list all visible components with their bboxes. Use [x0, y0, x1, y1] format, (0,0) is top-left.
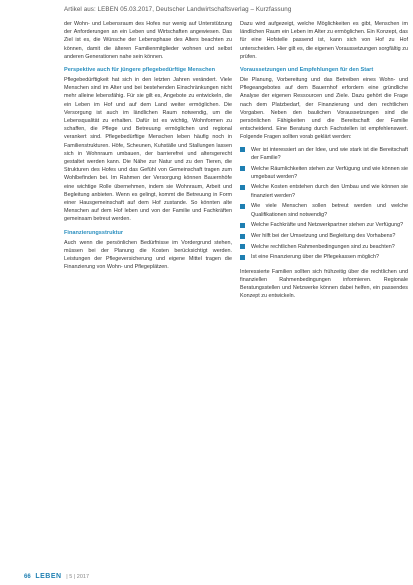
- right-paragraph-3: Interessierte Familien sollten sich frühzeitig über die rechtlichen und finanziellen Rahmenbedingungen informieren. Regionale Beratungsstellen und Netzwerke können dabei helfen, ein passendes Konzept zu entwickeln.: [240, 268, 408, 300]
- bullet-square-icon: [240, 234, 245, 239]
- issue-label: | 5 | 2017: [66, 574, 90, 580]
- bullet-square-icon: [240, 185, 245, 190]
- left-column: [64, 20, 232, 275]
- bullet-square-icon: [240, 255, 245, 260]
- left-paragraph-2: Pflegebedürftigkeit hat sich in den letzten Jahren verändert. Viele Menschen sind im Alter und bei bestehenden Einschränkungen nicht mehr alleine lebensfähig. Für sie gilt es, Angebote zu entwickeln, die ein Leben im Hof und auf dem Land weiter ermöglichen. Die Versorgung ist auch im ländlichen Raum notwendig, um die Lebensqualität zu erhalten. Dafür ist es wichtig, Wohnformen zu schaffen, die Pflege und Betreuung ermöglichen und regional verankert sind. Pflegebedürftige Menschen leben häufig noch in Familienstrukturen. Höfe, Scheunen, Kuhställe und Stallungen lassen sich in Wohnraum umbauen, der barrierefrei und altersgerecht gestaltet werden kann. Die Nähe zur Natur und zu den Tieren, die Strukturen des Hofes und das Gefühl von Gemeinschaft tragen zum Wohlbefinden bei. Im Rahmen der Versorgung können Bauernhöfe eine wichtige Rolle übernehmen, indem sie Wohnraum, Arbeit und Begleitung anbieten. Wenn es gelingt, kommt die Betreuung in Form einer Hausgemeinschaft auf dem Hof zustande. So könnten alte Menschen auf dem Hof leben und von der Familie und Fachkräften gemeinsam betreut werden.: [64, 77, 232, 223]
- page-footer: [24, 573, 224, 583]
- left-paragraph-1: der Wohn- und Lebensraum des Hofes nur wenig auf Unterstützung der Anforderungen an ein Leben und Wirtschaften angewiesen. Das Ziel ist es, die Wünsche der Lebensphase des Alters beachten zu können, damit die älteren Familienmitglieder wohnen und selbst anderen Generationen nahe sein können.: [64, 21, 232, 60]
- bullet-square-icon: [240, 147, 245, 152]
- running-header: Artikel aus: LEBEN 05.03.2017, Deutscher Landwirtschaftsverlag – Kurzfassung: [64, 6, 292, 13]
- question-list: [240, 146, 408, 262]
- list-item: Welche rechtlichen Rahmenbedingungen sind zu beachten?: [240, 243, 408, 251]
- right-paragraph-1: Dazu wird aufgezeigt, welche Möglichkeiten es gibt, Menschen im ländlichen Raum ein Leben im Alter zu ermöglichen. Ein Konzept, das für eine Hofstelle passend ist, kann sich von Hof zu Hof unterscheiden. Hier gilt es, die eigenen Voraussetzungen sorgfältig zu prüfen.: [240, 21, 408, 60]
- left-paragraph-3: Auch wenn die persönlichen Bedürfnisse im Vordergrund stehen, müssen bei der Planung die Kosten berücksichtigt werden. Leistungen der Pflegeversicherung und eigene Mittel tragen die Finanzierung von Wohn- und Pflegeplätzen.: [64, 239, 232, 271]
- bullet-square-icon: [240, 166, 245, 171]
- right-column: [240, 20, 408, 304]
- left-subheading-1: Perspektive auch für jüngere pflegebedürftige Menschen: [64, 67, 216, 74]
- left-subheading-2: Finanzierungsstruktur: [64, 229, 124, 236]
- list-item: Welche Fachkräfte und Netzwerkpartner stehen zur Verfügung?: [240, 221, 408, 229]
- magazine-logo: LEBEN: [35, 573, 62, 580]
- right-subheading-1: Voraussetzungen und Empfehlungen für den Start: [240, 67, 374, 74]
- list-item: Ist eine Finanzierung über die Pflegekassen möglich?: [240, 253, 408, 261]
- list-item: Wer ist interessiert an der Idee, und wie stark ist die Bereitschaft der Familie?: [240, 146, 408, 162]
- list-item: Welche Kosten entstehen durch den Umbau und wie können sie finanziert werden?: [240, 183, 408, 199]
- page-number: 66: [24, 574, 31, 580]
- list-item: Wie viele Menschen sollen betreut werden und welche Qualifikationen sind notwendig?: [240, 202, 408, 218]
- bullet-square-icon: [240, 204, 245, 209]
- bullet-square-icon: [240, 244, 245, 249]
- right-paragraph-2: Die Planung, Vorbereitung und das Betreiben eines Wohn- und Pflegeangebotes auf dem Bauernhof erfordern eine gründliche Analyse der eigenen Ressourcen und Ziele. Dazu gehört die Frage nach dem Platzbedarf, der Finanzierung und den rechtlichen Vorgaben. Neben den baulichen Voraussetzungen sind die persönlichen Fähigkeiten und die Bereitschaft der Familie entscheidend. Eine Beratung durch Fachstellen ist empfehlenswert. Folgende Fragen sollten vorab geklärt werden:: [240, 77, 408, 141]
- list-item: Wer hilft bei der Umsetzung und Begleitung des Vorhabens?: [240, 232, 408, 240]
- bullet-square-icon: [240, 223, 245, 228]
- list-item: Welche Räumlichkeiten stehen zur Verfügung und wie können sie umgebaut werden?: [240, 165, 408, 181]
